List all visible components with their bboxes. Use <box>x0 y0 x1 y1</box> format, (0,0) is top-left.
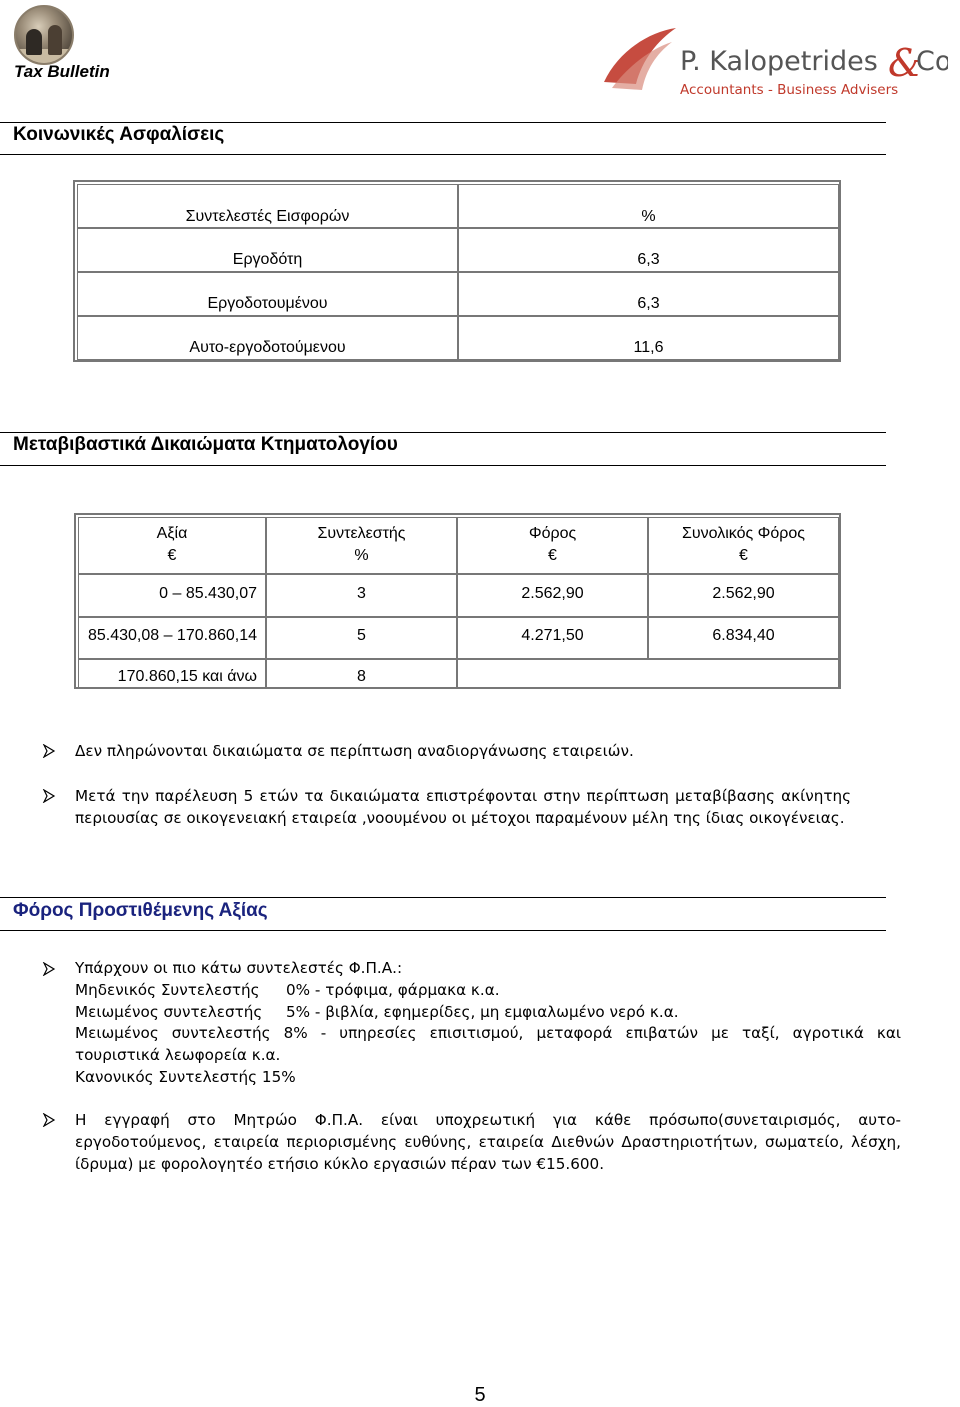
table-cell: Εργοδοτουμένου <box>77 272 458 316</box>
page-number: 5 <box>474 1384 486 1406</box>
table-cell: 85.430,08 – 170.860,14 <box>78 617 266 659</box>
vat-intro: Υπάρχουν οι πιο κάτω συντελεστές Φ.Π.Α.: <box>75 959 403 977</box>
logo-ampersand: & <box>888 41 922 85</box>
logo-swoosh-icon <box>598 22 948 108</box>
vat-reduced5-value: 5% - βιβλία, εφημερίδες, μη εμφιαλωμένο νερό κ.α. <box>286 1003 679 1021</box>
table-cell: Εργοδότη <box>77 228 458 272</box>
table-header-cell: Συντελεστές Εισφορών <box>77 184 458 228</box>
table-cell: 3 <box>266 574 457 617</box>
section-rule-bottom <box>0 930 886 931</box>
bullet-refund-line1: Μετά την παρέλευση 5 ετών τα δικαιώματα επιστρέφονται στην περίπτωση μεταβίβασης ακίνητης <box>75 787 851 805</box>
table-cell: 4.271,50 <box>457 617 648 659</box>
vat-registration-line2: εργοδοτούμενος, εταιρεία περιορισμένης ευθύνης, εταιρεία Διεθνών Δραστηριοτήτων, σωματείο, λέσχη, <box>75 1133 901 1151</box>
section-rule-top <box>0 897 886 898</box>
table-header-cell: Συνολικός Φόρος € <box>648 517 839 574</box>
table-cell: 11,6 <box>458 316 839 360</box>
bullet-refund-line2: περιουσίας σε οικογενειακή εταιρεία ,νοουμένου οι μέτοχοι παραμένουν μέλη της ίδιας οικογένειας. <box>75 809 845 827</box>
contributions-table <box>73 180 841 362</box>
vat-reduced5-label: Μειωμένος συντελεστής <box>75 1003 263 1021</box>
section-rule-top <box>0 432 886 433</box>
land-registry-table <box>74 513 841 689</box>
vat-reduced8-line1: Μειωμένος συντελεστής 8% - υπηρεσίες επισιτισμού, μεταφορά επιβατών με ταξί, αγροτικά και <box>75 1024 901 1042</box>
logo-co: Co <box>916 46 948 77</box>
table-header-cell: Αξία € <box>78 517 266 574</box>
table-cell: 5 <box>266 617 457 659</box>
table-cell: 0 – 85.430,07 <box>78 574 266 617</box>
vat-reduced5-rate <box>75 1001 903 1023</box>
table-cell: 170.860,15 και άνω <box>78 659 266 687</box>
section-title-vat: Φόρος Προστιθέμενης Αξίας <box>13 900 268 921</box>
vat-registration-line3: ίδρυμα) με φορολογητέο ετήσιο κύκλο εργασιών πέραν των €15.600. <box>75 1155 605 1173</box>
table-cell <box>457 659 839 687</box>
arrow-bullet-icon <box>42 744 56 758</box>
vat-zero-value: 0% - τρόφιμα, φάρμακα κ.α. <box>286 981 500 999</box>
bulletin-title: Tax Bulletin <box>14 62 110 81</box>
table-cell: 6,3 <box>458 272 839 316</box>
arrow-bullet-icon <box>42 1113 56 1127</box>
bullet-reorganisation: Δεν πληρώνονται δικαιώματα σε περίπτωση αναδιοργάνωσης εταιρειών. <box>75 742 634 760</box>
section-title-social-insurance: Κοινωνικές Ασφαλίσεις <box>13 124 225 145</box>
arrow-bullet-icon <box>42 789 56 803</box>
table-cell: 2.562,90 <box>457 574 648 617</box>
table-cell: 6.834,40 <box>648 617 839 659</box>
table-cell: 8 <box>266 659 457 687</box>
section-rule-top <box>0 122 886 123</box>
table-header-cell: Συντελεστής % <box>266 517 457 574</box>
section-title-land-registry: Μεταβιβαστικά Δικαιώματα Κτηματολογίου <box>13 434 398 455</box>
company-logo <box>598 22 948 108</box>
table-cell: 6,3 <box>458 228 839 272</box>
logo-tagline: Accountants - Business Advisers <box>680 82 899 98</box>
arrow-bullet-icon <box>42 962 56 976</box>
table-header-cell: % <box>458 184 839 228</box>
table-cell: 2.562,90 <box>648 574 839 617</box>
vat-registration-line1: Η εγγραφή στο Μητρώο Φ.Π.Α. είναι υποχρεωτική για κάθε πρόσωπο(συνεταιρισμός, αυτο- <box>75 1111 901 1129</box>
section-rule-bottom <box>0 154 886 155</box>
vat-zero-rate <box>75 979 903 1001</box>
vat-reduced8-line2: τουριστικά λεωφορεία κ.α. <box>75 1046 281 1064</box>
table-header-cell: Φόρος € <box>457 517 648 574</box>
vat-standard-rate: Κανονικός Συντελεστής 15% <box>75 1068 296 1086</box>
bulletin-photo <box>14 5 74 65</box>
section-rule-bottom <box>0 465 886 466</box>
table-cell: Αυτο-εργοδοτούμενου <box>77 316 458 360</box>
logo-name: P. Kalopetrides <box>680 46 878 77</box>
vat-zero-label: Μηδενικός Συντελεστής <box>75 981 260 999</box>
